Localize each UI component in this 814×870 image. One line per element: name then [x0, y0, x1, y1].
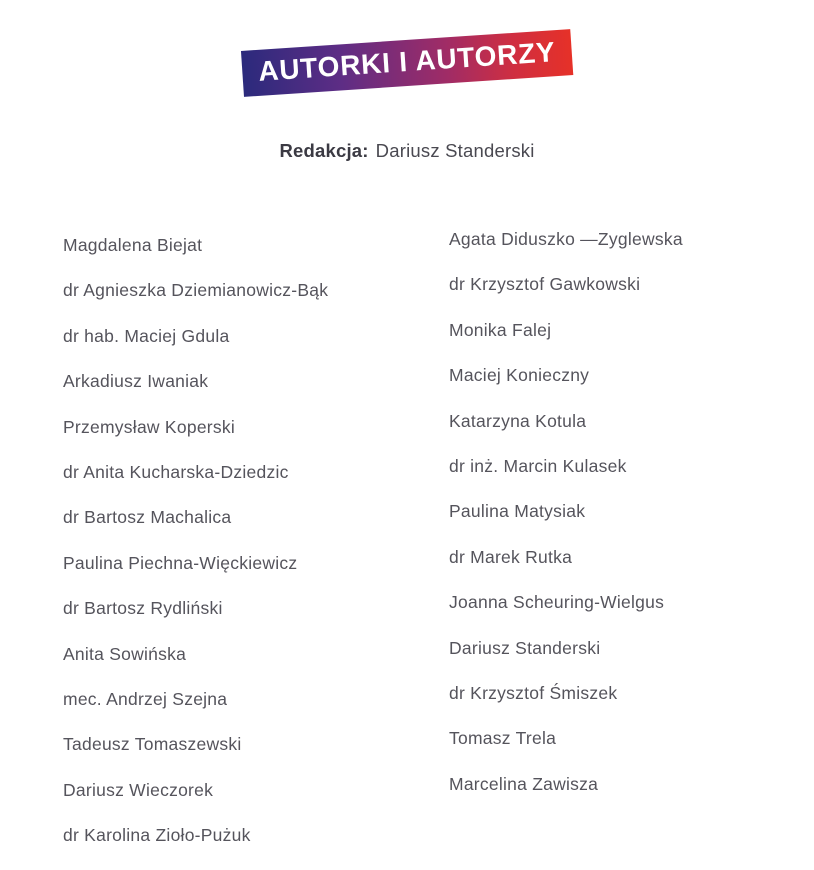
author-name: dr Anita Kucharska-Dziedzic: [63, 461, 289, 482]
author-name: dr Karolina Zioło-Pużuk: [63, 825, 251, 846]
author-name: dr Bartosz Rydliński: [63, 598, 223, 619]
author-name: dr Agnieszka Dziemianowicz-Bąk: [63, 280, 329, 301]
author-name: Przemysław Koperski: [63, 416, 236, 437]
author-name: mec. Andrzej Szejna: [63, 688, 228, 709]
author-name: Paulina Piechna-Więckiewicz: [63, 552, 298, 573]
author-name: Katarzyna Kotula: [449, 410, 587, 431]
author-name: Dariusz Standerski: [449, 637, 601, 658]
author-name: Joanna Scheuring-Wielgus: [449, 592, 665, 613]
authors-columns: [63, 228, 814, 869]
author-name: Marcelina Zawisza: [449, 773, 599, 794]
author-name: dr Krzysztof Śmiszek: [449, 682, 618, 703]
author-name: Maciej Konieczny: [449, 365, 590, 386]
author-name: dr Krzysztof Gawkowski: [449, 274, 641, 295]
author-name: dr Bartosz Machalica: [63, 507, 232, 528]
author-name: Magdalena Biejat: [63, 235, 203, 255]
author-name: Tadeusz Tomaszewski: [63, 734, 242, 755]
author-name: dr Marek Rutka: [449, 546, 573, 567]
authors-column-right: [449, 228, 814, 869]
title-banner: [241, 29, 573, 97]
author-name: dr hab. Maciej Gdula: [63, 325, 230, 346]
editor-line: [0, 140, 814, 162]
author-name: Monika Falej: [449, 319, 552, 340]
editor-name: Dariusz Standerski: [375, 140, 535, 161]
author-name: Paulina Matysiak: [449, 501, 586, 522]
editor-label: Redakcja:: [279, 140, 369, 161]
author-name: dr inż. Marcin Kulasek: [449, 455, 627, 476]
author-name: Arkadiusz Iwaniak: [63, 371, 209, 392]
author-name: Tomasz Trela: [449, 728, 557, 749]
page-title: AUTORKI I AUTORZY: [257, 36, 557, 87]
author-name: Anita Sowińska: [63, 643, 187, 664]
author-name: Dariusz Wieczorek: [63, 779, 214, 800]
author-name: Agata Diduszko —Zyglewska: [449, 229, 683, 249]
authors-column-left: [63, 228, 449, 869]
